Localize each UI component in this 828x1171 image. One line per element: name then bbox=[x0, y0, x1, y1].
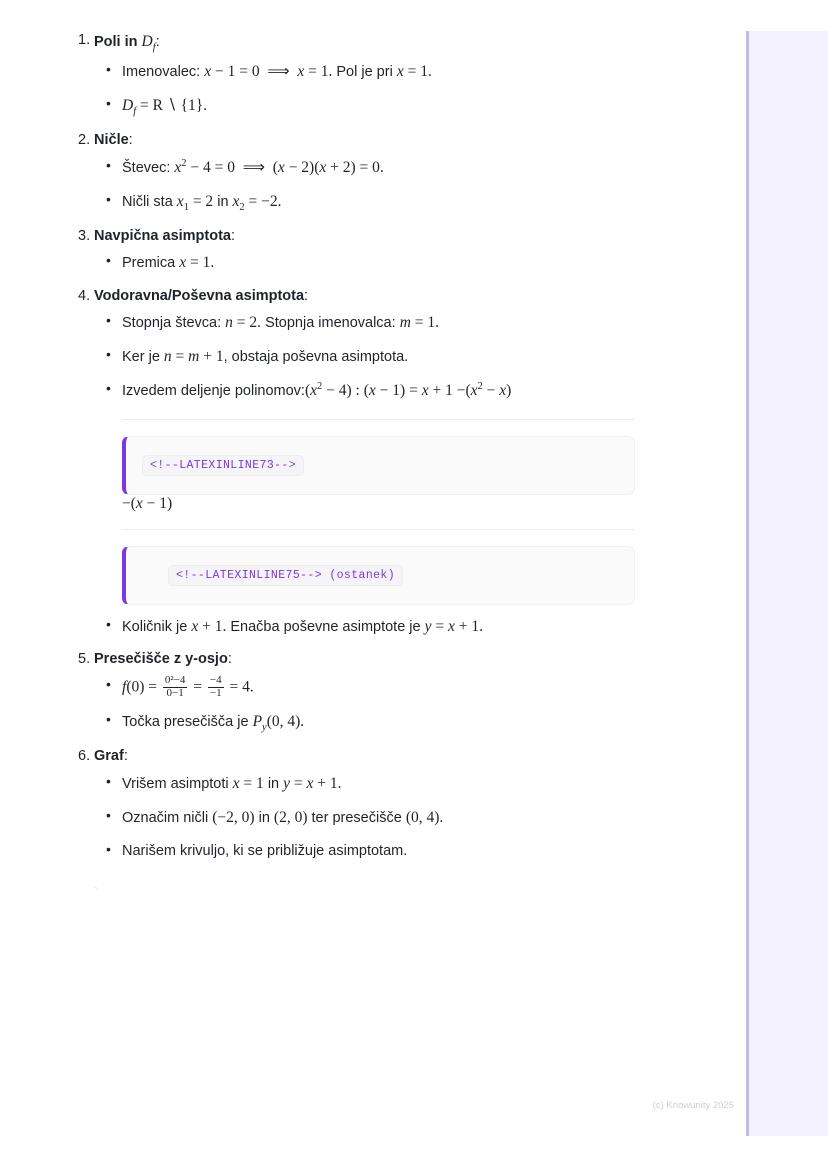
math-run: = 1. bbox=[304, 62, 333, 80]
math-run: 2 bbox=[477, 381, 483, 393]
math-run: + 1 −( bbox=[428, 382, 471, 400]
text-run: Vrišem asimptoti bbox=[122, 775, 233, 792]
right-side-strip bbox=[746, 31, 828, 1136]
step-title-math-subscript: f bbox=[152, 41, 156, 53]
step-title-colon: : bbox=[227, 651, 232, 668]
step-heading bbox=[78, 30, 746, 56]
math-run: x bbox=[448, 618, 455, 636]
math-run: m bbox=[399, 314, 411, 332]
bullet-item-tocka bbox=[94, 710, 746, 736]
math-run: − 4 = 0 bbox=[186, 158, 236, 176]
math-run: 2 bbox=[239, 201, 245, 213]
fraction-numerator: −4 bbox=[209, 674, 222, 687]
math-run: (0, 4). bbox=[266, 712, 305, 730]
math-run: x bbox=[499, 382, 507, 400]
bullet-item-premica bbox=[94, 251, 746, 275]
math-run: f bbox=[133, 105, 137, 117]
text-run: Narišem krivuljo, ki se približuje asimptotam. bbox=[122, 842, 408, 859]
math-run: = 1 bbox=[239, 774, 264, 792]
math-run: x bbox=[176, 192, 184, 210]
math-run: ⟹ bbox=[259, 62, 298, 80]
math-run: + 2) = 0. bbox=[326, 158, 384, 176]
bullet-list-3-after bbox=[94, 615, 746, 639]
text-run: Stopnja števca: bbox=[122, 315, 226, 332]
text-run: Stopnja imenovalca: bbox=[261, 315, 400, 332]
step-number: 4. bbox=[78, 287, 91, 304]
step-title-colon: : bbox=[304, 287, 309, 304]
fraction-denominator: −1 bbox=[209, 686, 222, 699]
math-run: − 4) : ( bbox=[322, 382, 369, 400]
fraction-denominator: 0−1 bbox=[166, 686, 184, 699]
bullet-item-kolicnik bbox=[94, 615, 746, 639]
step-heading bbox=[78, 649, 746, 671]
bullet-item-nicli bbox=[94, 190, 746, 216]
step-number: 6. bbox=[78, 747, 91, 764]
math-run: = −2. bbox=[244, 192, 282, 210]
math-run: x bbox=[470, 382, 478, 400]
step-title: Poli in bbox=[94, 34, 138, 50]
bullet-item-imenovalec bbox=[94, 60, 746, 84]
step-title-colon: : bbox=[155, 34, 160, 50]
step-number: 1. bbox=[78, 32, 91, 48]
text-run: Pol je pri bbox=[332, 63, 397, 80]
bullet-item-stevec bbox=[94, 156, 746, 180]
math-run: m bbox=[188, 348, 200, 366]
math-run: = 1. bbox=[403, 62, 432, 80]
text-run: Izvedem deljenje polinomov: bbox=[122, 383, 305, 400]
math-run: ⟹ bbox=[235, 158, 273, 176]
solution-step-4 bbox=[0, 286, 746, 640]
text-run: Označim ničli bbox=[122, 809, 213, 826]
divider bbox=[122, 419, 635, 420]
bullet-item-domena bbox=[94, 94, 746, 120]
math-run: (2, 0) bbox=[273, 808, 308, 826]
derivation-block-zone bbox=[94, 419, 746, 605]
math-run: n bbox=[225, 314, 233, 332]
math-run: = bbox=[189, 678, 206, 696]
step-title: Navpična asimptota bbox=[94, 227, 231, 244]
step-title-colon: : bbox=[128, 131, 133, 148]
math-run: + 1. bbox=[313, 774, 342, 792]
text-run: Enačba poševne asimptote je bbox=[226, 619, 425, 636]
step-number: 3. bbox=[78, 227, 91, 244]
inline-code-chip[interactable]: <!--LATEXINLINE73--> bbox=[142, 455, 304, 476]
bullet-list-5 bbox=[94, 772, 746, 863]
bullet-item-narisem bbox=[94, 840, 746, 862]
math-run: − 2)( bbox=[284, 158, 320, 176]
step-title: Presečišče z y-osjo bbox=[94, 651, 228, 668]
math-run: = 2. bbox=[232, 314, 262, 332]
solution-step-6 bbox=[0, 746, 746, 862]
bullet-list-3 bbox=[94, 311, 746, 403]
math-run: −( bbox=[122, 495, 136, 513]
math-run: 1 bbox=[183, 201, 189, 213]
math-run: − 1 = 0 bbox=[211, 62, 260, 80]
footer-credit: (c) Knowunity 2025 bbox=[652, 1100, 734, 1111]
math-run: + 1. bbox=[454, 618, 484, 636]
math-run: x bbox=[135, 495, 143, 513]
solution-step-3 bbox=[0, 226, 746, 276]
text-run: Števec: bbox=[122, 159, 175, 176]
solution-step-5 bbox=[0, 649, 746, 736]
step-title-math: D bbox=[141, 33, 153, 50]
math-run: = bbox=[171, 348, 189, 366]
math-run: − 1) bbox=[142, 495, 173, 513]
text-run: in bbox=[263, 775, 284, 792]
math-run: ) bbox=[506, 382, 512, 400]
math-run: P bbox=[252, 712, 263, 730]
math-run: x bbox=[310, 382, 318, 400]
solution-step-1 bbox=[0, 30, 746, 120]
step-number: 5. bbox=[78, 651, 91, 668]
solution-step-list bbox=[0, 30, 746, 862]
bullet-item-deljenje bbox=[94, 379, 746, 403]
step-heading bbox=[78, 226, 746, 248]
math-run: − 1) = bbox=[375, 382, 422, 400]
math-run: y bbox=[424, 618, 432, 636]
text-run: , obstaja poševna asimptota. bbox=[223, 349, 409, 366]
text-run: in bbox=[254, 809, 274, 826]
text-run: Ker je bbox=[122, 349, 164, 366]
math-run: x bbox=[179, 254, 187, 272]
math-run: x bbox=[232, 192, 240, 210]
math-run: ( bbox=[272, 158, 278, 176]
inline-code-chip[interactable]: <!--LATEXINLINE75--> (ostanek) bbox=[168, 565, 403, 586]
math-run: x bbox=[174, 158, 182, 176]
math-run: = bbox=[290, 774, 307, 792]
math-run: x bbox=[421, 382, 429, 400]
bullet-list-0 bbox=[94, 60, 746, 120]
text-run: Ničli sta bbox=[122, 193, 177, 210]
math-run: 2 bbox=[317, 381, 323, 393]
math-run: D bbox=[122, 96, 134, 114]
math-run: x bbox=[277, 158, 285, 176]
math-run: 2 bbox=[181, 157, 187, 169]
bullet-list-1 bbox=[94, 156, 746, 216]
math-run: x bbox=[368, 382, 376, 400]
step-title: Graf bbox=[94, 747, 124, 764]
standalone-math-line bbox=[122, 495, 746, 513]
bullet-list-2 bbox=[94, 251, 746, 275]
math-run: y bbox=[283, 774, 291, 792]
math-run: = 1. bbox=[186, 254, 215, 272]
bullet-item-vrisem bbox=[94, 772, 746, 796]
bullet-item-kerje bbox=[94, 345, 746, 369]
math-run: = bbox=[431, 618, 449, 636]
text-run: Premica bbox=[122, 255, 180, 272]
bullet-item-oznacim bbox=[94, 806, 746, 830]
math-run: y bbox=[262, 721, 267, 733]
solution-step-2 bbox=[0, 130, 746, 216]
bullet-item-stopnja bbox=[94, 311, 746, 335]
fraction bbox=[163, 675, 188, 700]
math-run: (0) = bbox=[126, 678, 161, 696]
step-heading bbox=[78, 286, 746, 308]
text-run: Točka presečišča je bbox=[122, 713, 253, 730]
math-run: + 1 bbox=[199, 348, 224, 366]
step-title: Ničle bbox=[94, 131, 129, 148]
trailing-backtick-mark: ` bbox=[94, 884, 99, 900]
divider bbox=[122, 529, 635, 530]
math-run: + 1. bbox=[198, 618, 227, 636]
step-title-colon: : bbox=[123, 747, 128, 764]
math-run: x bbox=[396, 62, 404, 80]
bullet-list-4 bbox=[94, 675, 746, 736]
step-title: Vodoravna/Poševna asimptota bbox=[94, 287, 305, 304]
code-block-1 bbox=[122, 436, 635, 495]
math-run: = 4. bbox=[225, 678, 254, 696]
math-run: ( bbox=[304, 382, 311, 400]
math-run: − bbox=[482, 382, 500, 400]
math-run: x bbox=[232, 774, 240, 792]
math-run: = R ∖ {1}. bbox=[136, 96, 208, 114]
text-run: Količnik je bbox=[122, 619, 192, 636]
fraction-numerator: 0²−4 bbox=[164, 674, 186, 687]
math-run: x bbox=[204, 62, 212, 80]
step-heading bbox=[78, 130, 746, 152]
text-run: in bbox=[213, 193, 233, 210]
step-heading bbox=[78, 746, 746, 768]
math-run: = 1. bbox=[410, 314, 440, 332]
math-run: (0, 4). bbox=[405, 808, 444, 826]
math-run: x bbox=[191, 618, 199, 636]
math-run: f bbox=[122, 678, 127, 696]
step-title-colon: : bbox=[231, 227, 236, 244]
bullet-item-fnula bbox=[94, 675, 746, 700]
math-run: (−2, 0) bbox=[212, 808, 255, 826]
math-run: x bbox=[306, 774, 314, 792]
text-run: ter presečišče bbox=[307, 809, 406, 826]
math-run: = 2 bbox=[188, 192, 214, 210]
step-number: 2. bbox=[78, 131, 91, 148]
math-run: n bbox=[163, 348, 172, 366]
fraction bbox=[208, 675, 224, 700]
math-run: x bbox=[297, 62, 305, 80]
code-block-4 bbox=[122, 546, 635, 605]
math-run: x bbox=[319, 158, 327, 176]
text-run: Imenovalec: bbox=[122, 63, 205, 80]
